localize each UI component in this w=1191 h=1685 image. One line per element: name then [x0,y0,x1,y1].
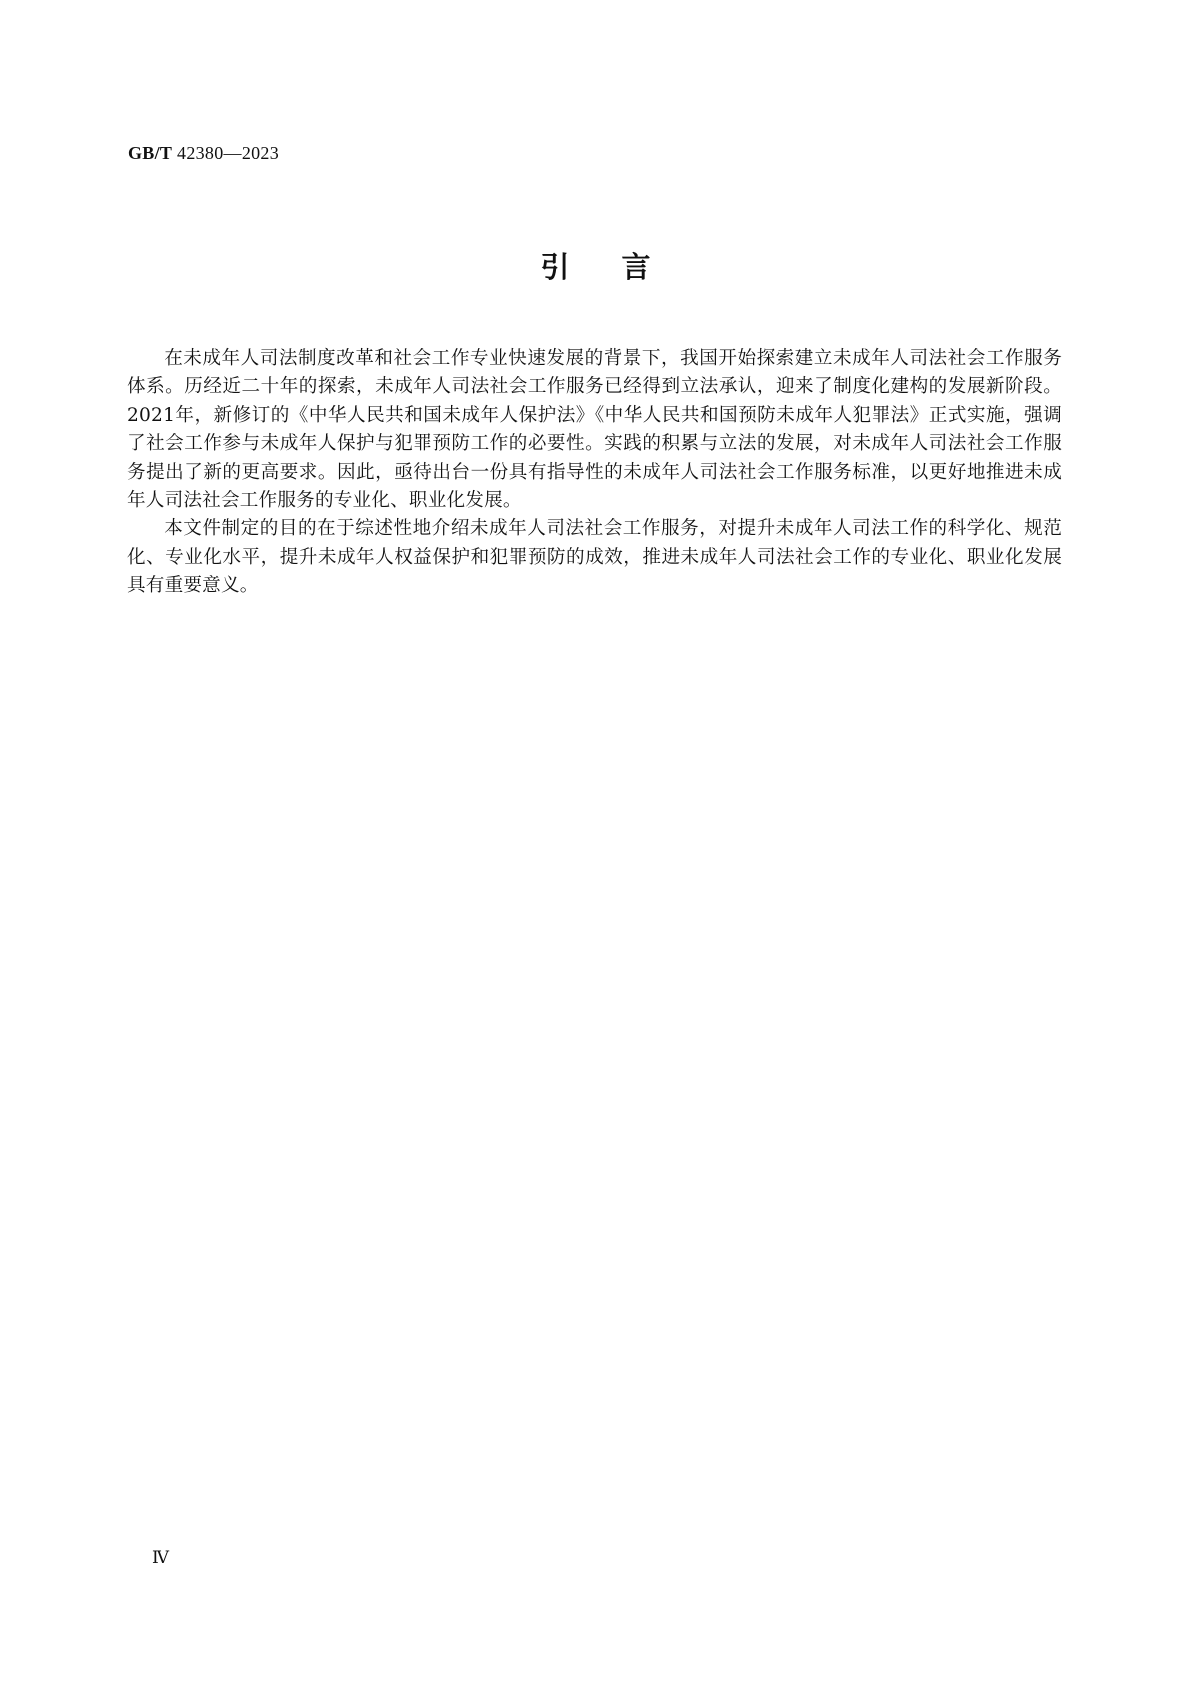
introduction-paragraph-1: 在未成年人司法制度改革和社会工作专业快速发展的背景下，我国开始探索建立未成年人司法社会工作服务体系。历经近二十年的探索，未成年人司法社会工作服务已经得到立法承认，迎来了制度化建构的发展新阶段。2021年，新修订的《中华人民共和国未成年人保护法》《中华人民共和国预防未成年人犯罪法》正式实施，强调了社会工作参与未成年人保护与犯罪预防工作的必要性。实践的积累与立法的发展，对未成年人司法社会工作服务提出了新的更高要求。因此，亟待出台一份具有指导性的未成年人司法社会工作服务标准，以更好地推进未成年人司法社会工作服务的专业化、职业化发展。 [127,348,1062,512]
introduction-paragraph-2: 本文件制定的目的在于综述性地介绍未成年人司法社会工作服务，对提升未成年人司法工作的科学化、规范化、专业化水平，提升未成年人权益保护和犯罪预防的成效，推进未成年人司法社会工作的专业化、职业化发展具有重要意义。 [127,518,1062,597]
section-title: 引言 [540,250,703,284]
standard-code [128,143,279,164]
introduction-body [127,345,1062,601]
standard-code-number: 42380—2023 [177,143,280,163]
page-number: Ⅳ [152,1548,169,1567]
standard-code-prefix: GB/T [128,143,173,163]
